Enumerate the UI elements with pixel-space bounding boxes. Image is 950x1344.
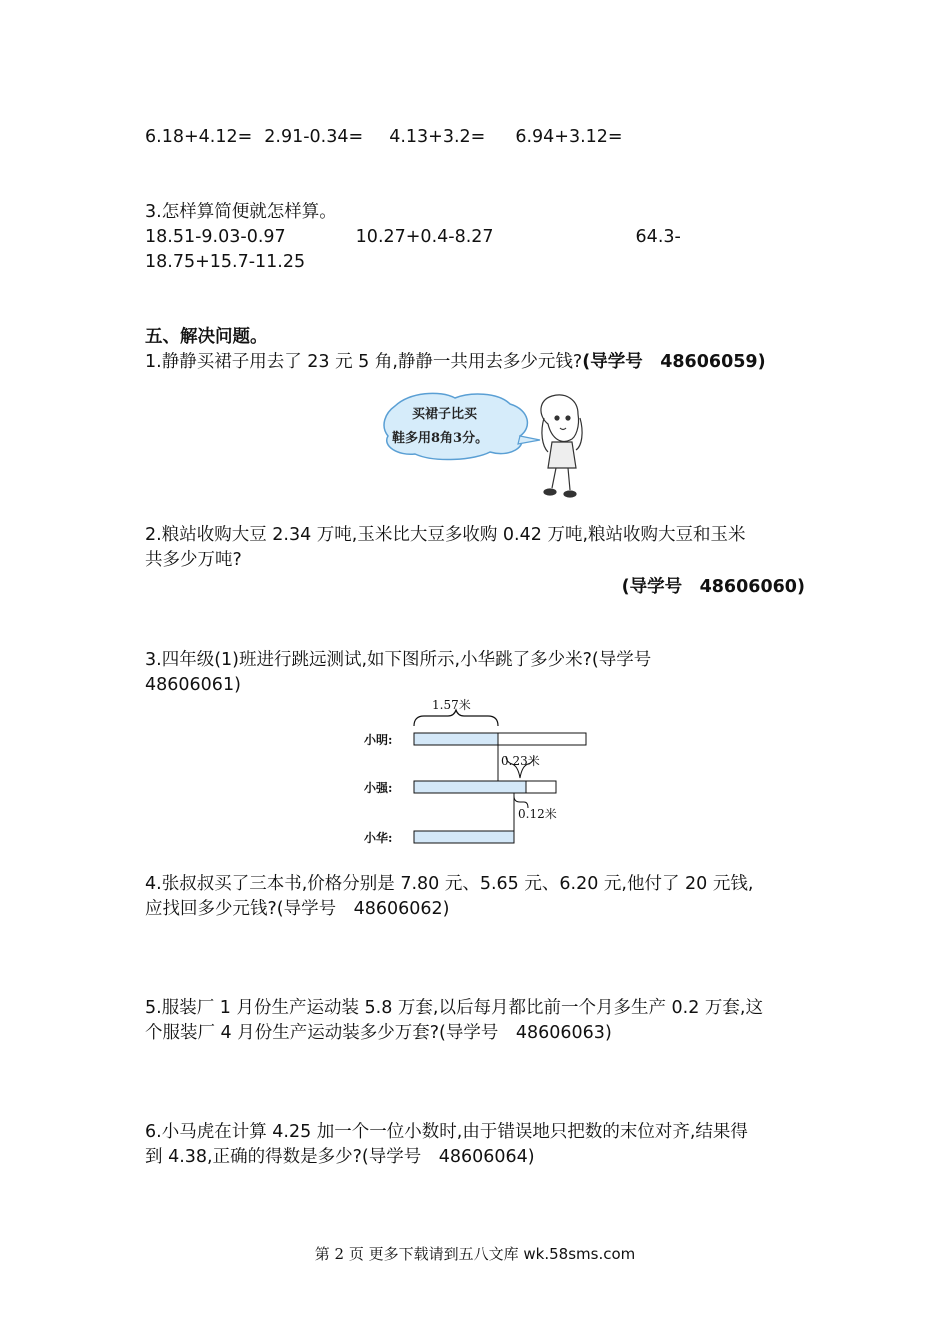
calc-expr: 6.18+4.12= <box>145 127 253 147</box>
q2-ref: (导学号 48606060) <box>621 577 805 597</box>
q1-question: 1.静静买裙子用去了 23 元 5 角,静静一共用去多少元钱? <box>145 352 583 372</box>
part3-title: 3.怎样算简便就怎样算。 <box>145 202 337 222</box>
footer-url[interactable]: wk.58sms.com <box>523 1245 636 1263</box>
brace-top <box>414 710 498 726</box>
bubble-line2: 鞋多用8角3分。 <box>392 431 489 446</box>
q6-line2: 到 4.38,正确的得数是多少?(导学号 48606064) <box>145 1147 535 1167</box>
calc-expr: 6.94+3.12= <box>515 127 623 147</box>
part3-expr-cont: 18.75+15.7-11.25 <box>145 252 306 272</box>
q1-text <box>145 350 766 374</box>
calc-expr: 2.91-0.34= <box>264 127 364 147</box>
calc-expr: 4.13+3.2= <box>389 127 486 147</box>
q2-line2: 共多少万吨? <box>145 550 242 570</box>
jump-diagram <box>360 692 600 852</box>
q2-line1: 2.粮站收购大豆 2.34 万吨,玉米比大豆多收购 0.42 万吨,粮站收购大豆和玉米 <box>145 525 746 545</box>
footer-prefix: 第 2 页 更多下载请到五八文库 <box>314 1245 519 1263</box>
simplify-expr: 10.27+0.4-8.27 <box>355 227 494 247</box>
bar-xiaohua-filled <box>414 831 514 843</box>
q5-line1: 5.服装厂 1 月份生产运动装 5.8 万套,以后每月都比前一个月多生产 0.2 万套,这 <box>145 998 763 1018</box>
label-0-12: 0.12米 <box>518 807 557 821</box>
q5-line2: 个服装厂 4 月份生产运动装多少万套?(导学号 48606063) <box>145 1023 612 1043</box>
girl-speech-illustration <box>380 388 590 508</box>
label-0-23: 0.23米 <box>501 754 540 768</box>
q3-line1: 3.四年级(1)班进行跳远测试,如下图所示,小华跳了多少米?(导学号 <box>145 650 652 670</box>
bar-xiaoqiang-rest <box>526 781 556 793</box>
q1-ref: (导学号 48606059) <box>582 352 766 372</box>
simplify-expr: 64.3- <box>635 227 681 247</box>
name-xiaohua: 小华: <box>364 831 393 845</box>
page-footer <box>0 1243 950 1264</box>
part3-exprs <box>145 225 681 249</box>
name-xiaoqiang: 小强: <box>364 781 393 795</box>
q4-line2: 应找回多少元钱?(导学号 48606062) <box>145 899 450 919</box>
simplify-expr: 18.51-9.03-0.97 <box>145 227 286 247</box>
label-1-57: 1.57米 <box>432 698 471 712</box>
bar-xiaoming-filled <box>414 733 498 745</box>
name-xiaoming: 小明: <box>364 733 393 747</box>
q6-line1: 6.小马虎在计算 4.25 加一个一位小数时,由于错误地只把数的末位对齐,结果得 <box>145 1122 748 1142</box>
q4-line1: 4.张叔叔买了三本书,价格分别是 7.80 元、5.65 元、6.20 元,他付了 20 元钱, <box>145 874 754 894</box>
bubble-line1: 买裙子比买 <box>412 407 478 422</box>
bar-xiaoqiang-filled <box>414 781 526 793</box>
speech-bubble <box>384 393 527 459</box>
q3-line2: 48606061) <box>145 675 241 695</box>
section5-title: 五、解决问题。 <box>145 327 268 347</box>
bar-xiaoming-rest <box>498 733 586 745</box>
girl-figure-icon <box>541 395 582 497</box>
calc-row <box>145 125 623 149</box>
